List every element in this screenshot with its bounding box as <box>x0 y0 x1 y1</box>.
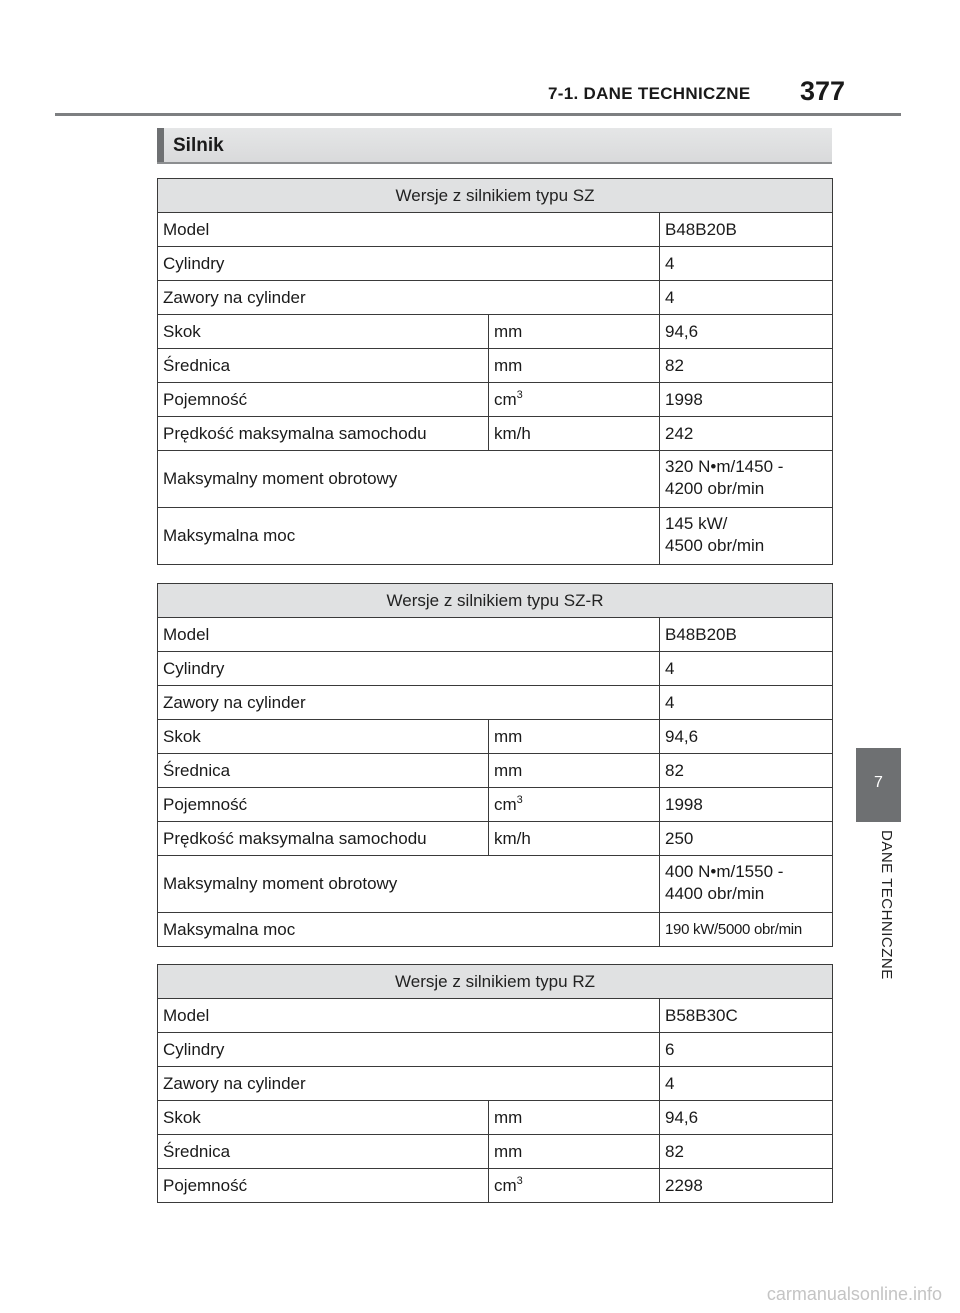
param-unit <box>489 383 660 417</box>
unit-superscript: 3 <box>516 1174 523 1187</box>
table-row <box>158 247 833 281</box>
chapter-tab <box>856 748 901 822</box>
param-value: 94,6 <box>660 1101 833 1135</box>
param-label: Skok <box>158 315 489 349</box>
param-label: Zawory na cylinder <box>158 1067 660 1101</box>
param-label: Pojemność <box>158 1169 489 1203</box>
section-title: Silnik <box>173 135 224 156</box>
param-label: Maksymalny moment obrotowy <box>158 856 660 913</box>
param-value: 242 <box>660 417 833 451</box>
param-value: 4 <box>660 686 833 720</box>
chapter-side-label: DANE TECHNICZNE <box>878 830 895 980</box>
table-title: Wersje z silnikiem typu RZ <box>158 965 833 999</box>
spec-table-sz-r <box>157 583 833 947</box>
param-unit <box>489 1169 660 1203</box>
table-row <box>158 720 833 754</box>
param-value: 4 <box>660 1067 833 1101</box>
table-row <box>158 999 833 1033</box>
param-label: Model <box>158 618 660 652</box>
table-header-row <box>158 179 833 213</box>
param-value: 6 <box>660 1033 833 1067</box>
table-row <box>158 618 833 652</box>
param-label: Skok <box>158 720 489 754</box>
table-row <box>158 1101 833 1135</box>
table-row <box>158 281 833 315</box>
table-row <box>158 383 833 417</box>
param-value <box>660 856 833 913</box>
section-heading-bar <box>157 128 832 164</box>
table-title: Wersje z silnikiem typu SZ-R <box>158 584 833 618</box>
param-label: Cylindry <box>158 247 660 281</box>
running-header-title: 7-1. DANE TECHNICZNE <box>548 84 751 103</box>
table-header-row <box>158 584 833 618</box>
param-value: 1998 <box>660 383 833 417</box>
table-row <box>158 315 833 349</box>
param-unit: mm <box>489 349 660 383</box>
table-row <box>158 754 833 788</box>
value-line: 4500 obr/min <box>665 536 765 555</box>
param-label: Średnica <box>158 349 489 383</box>
spec-table-rz <box>157 964 833 1203</box>
param-value: 190 kW/5000 obr/min <box>660 913 833 947</box>
param-label: Średnica <box>158 754 489 788</box>
param-unit: mm <box>489 720 660 754</box>
table-row <box>158 822 833 856</box>
unit-text: cm <box>494 389 517 409</box>
param-value: B48B20B <box>660 618 833 652</box>
param-value: 94,6 <box>660 315 833 349</box>
table-row <box>158 213 833 247</box>
param-label: Prędkość maksymalna samochodu <box>158 822 489 856</box>
value-line: 400 N•m/1550 - <box>665 862 784 881</box>
param-label: Maksymalna moc <box>158 913 660 947</box>
param-label: Model <box>158 213 660 247</box>
param-label: Średnica <box>158 1135 489 1169</box>
table-row <box>158 686 833 720</box>
param-value: 4 <box>660 281 833 315</box>
watermark: carmanualsonline.info <box>766 1284 942 1304</box>
param-value: 94,6 <box>660 720 833 754</box>
param-value: 82 <box>660 754 833 788</box>
table-row <box>158 1135 833 1169</box>
param-label: Prędkość maksymalna samochodu <box>158 417 489 451</box>
table-row <box>158 1169 833 1203</box>
value-line: 320 N•m/1450 - <box>665 457 784 476</box>
param-unit: km/h <box>489 822 660 856</box>
table-header-row <box>158 965 833 999</box>
param-label: Maksymalna moc <box>158 508 660 565</box>
unit-text: cm <box>494 1175 517 1195</box>
table-row <box>158 1067 833 1101</box>
param-label: Pojemność <box>158 383 489 417</box>
param-value: 82 <box>660 349 833 383</box>
unit-superscript: 3 <box>516 793 523 806</box>
value-line: 4200 obr/min <box>665 479 765 498</box>
table-row <box>158 417 833 451</box>
param-value: B48B20B <box>660 213 833 247</box>
param-unit <box>489 788 660 822</box>
param-unit: mm <box>489 1135 660 1169</box>
param-value <box>660 451 833 508</box>
param-label: Pojemność <box>158 788 489 822</box>
table-row <box>158 508 833 565</box>
table-row <box>158 349 833 383</box>
param-label: Model <box>158 999 660 1033</box>
param-unit: mm <box>489 315 660 349</box>
param-value: 4 <box>660 652 833 686</box>
param-value: B58B30C <box>660 999 833 1033</box>
param-unit: mm <box>489 1101 660 1135</box>
table-row <box>158 652 833 686</box>
chapter-number: 7 <box>874 774 883 791</box>
param-value: 4 <box>660 247 833 281</box>
param-label: Zawory na cylinder <box>158 281 660 315</box>
section-accent-stripe <box>157 128 164 162</box>
param-value: 2298 <box>660 1169 833 1203</box>
page-number: 377 <box>800 76 846 106</box>
table-row <box>158 788 833 822</box>
param-value: 250 <box>660 822 833 856</box>
header-divider <box>55 113 901 116</box>
spec-table-sz <box>157 178 833 565</box>
table-row <box>158 856 833 913</box>
param-label: Cylindry <box>158 1033 660 1067</box>
unit-superscript: 3 <box>516 388 523 401</box>
param-label: Cylindry <box>158 652 660 686</box>
table-row <box>158 1033 833 1067</box>
param-label: Zawory na cylinder <box>158 686 660 720</box>
param-unit: km/h <box>489 417 660 451</box>
value-line: 145 kW/ <box>665 514 728 533</box>
unit-text: cm <box>494 794 517 814</box>
param-label: Skok <box>158 1101 489 1135</box>
param-unit: mm <box>489 754 660 788</box>
value-line: 4400 obr/min <box>665 884 765 903</box>
param-value: 82 <box>660 1135 833 1169</box>
param-value: 1998 <box>660 788 833 822</box>
param-label: Maksymalny moment obrotowy <box>158 451 660 508</box>
table-row <box>158 451 833 508</box>
table-title: Wersje z silnikiem typu SZ <box>158 179 833 213</box>
table-row <box>158 913 833 947</box>
param-value <box>660 508 833 565</box>
